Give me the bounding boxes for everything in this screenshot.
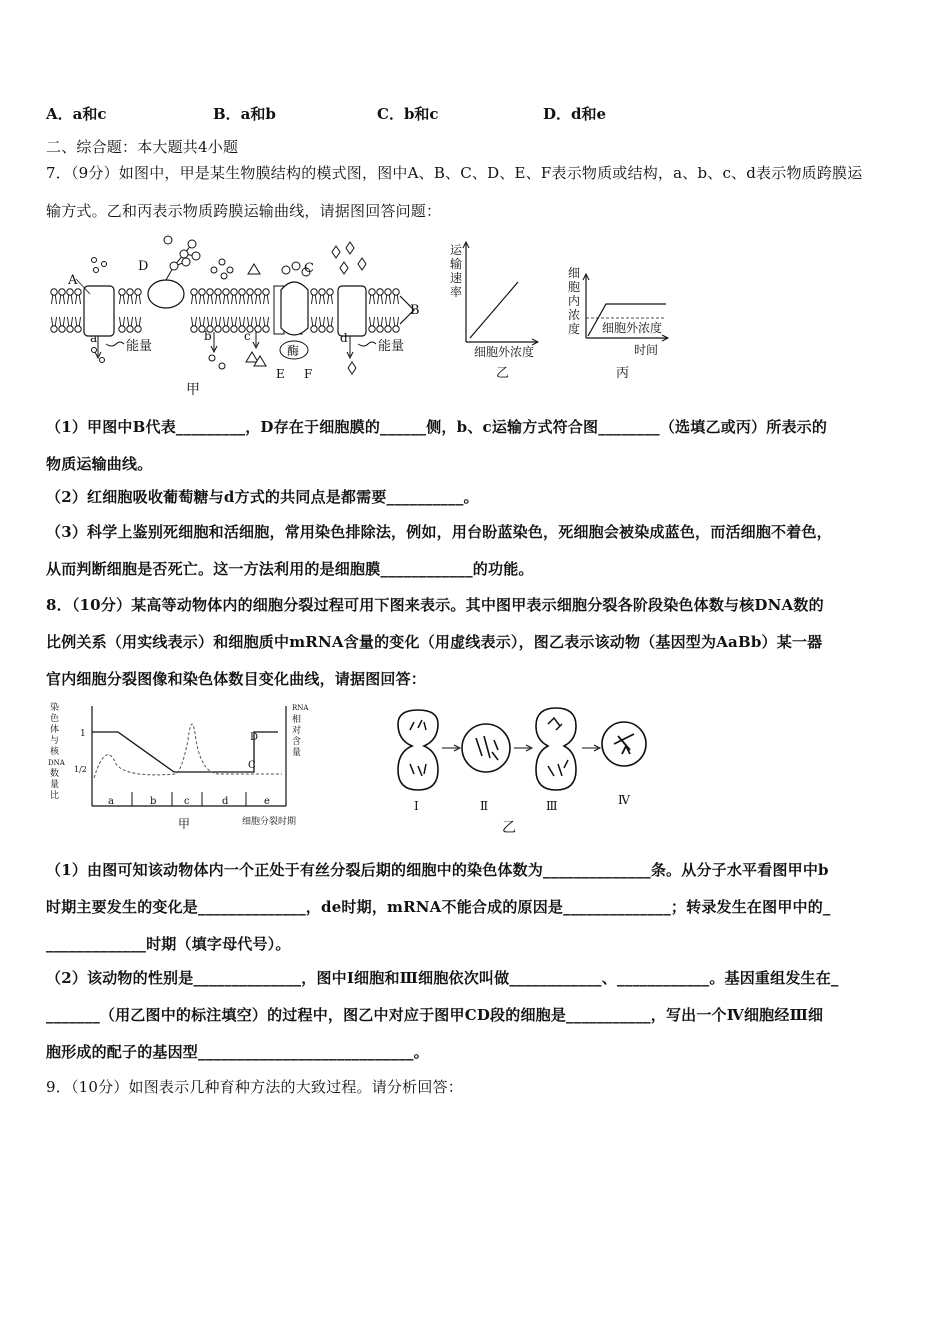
option-d: D．d和e: [543, 105, 607, 123]
svg-text:RNA: RNA: [292, 704, 309, 712]
q7-part2: （2）红细胞吸收葡萄糖与d方式的共同点是都需要__________。: [46, 488, 479, 506]
protein-a-icon: [84, 286, 114, 336]
graph-jia-chromosome-dna: [48, 701, 309, 831]
q8-stem-line3: 官内细胞分裂图像和染色体数目变化曲线，请据图回答：: [46, 670, 427, 688]
svg-text:C: C: [248, 760, 256, 771]
svg-text:染: 染: [50, 703, 60, 713]
svg-text:浓: 浓: [568, 308, 581, 322]
svg-text:酶: 酶: [287, 344, 300, 358]
svg-text:量: 量: [292, 748, 302, 758]
svg-text:内: 内: [568, 294, 581, 308]
q8-part1-line3: _____________时期（填字母代号）。: [46, 935, 291, 953]
q8-stem-line2: 比例关系（用实线表示）和细胞质中mRNA含量的变化（用虚线表示），图乙表示该动物（基因型为AaBb）某一器: [46, 633, 823, 651]
q9-stem: 9．（10分）如图表示几种育种方法的大致过程。请分析回答：: [46, 1078, 463, 1096]
svg-text:比: 比: [50, 791, 60, 801]
caption-bing: 丙: [616, 366, 630, 381]
svg-text:b: b: [150, 796, 157, 807]
svg-text:a: a: [108, 796, 114, 807]
label-B: B: [410, 303, 420, 318]
label-A: A: [68, 273, 78, 288]
svg-text:d: d: [222, 796, 229, 807]
label-D: D: [138, 259, 149, 274]
svg-text:D: D: [250, 732, 259, 743]
svg-text:率: 率: [450, 285, 463, 299]
q8-part2-line2: _______（用乙图中的标注填空）的过程中，图乙中对应于图甲CD段的细胞是___________，写出一个Ⅳ细胞经Ⅲ细: [46, 1006, 824, 1024]
figure-q8: [46, 700, 666, 838]
svg-text:核: 核: [50, 747, 60, 757]
svg-text:Ⅳ: Ⅳ: [618, 793, 630, 807]
svg-text:体: 体: [50, 725, 60, 735]
cell-III-icon: [536, 708, 576, 813]
graph-yi: [450, 242, 538, 381]
svg-text:度: 度: [568, 322, 581, 336]
svg-text:运: 运: [450, 243, 463, 257]
svg-text:能量: 能量: [378, 339, 405, 354]
enzyme-protein-icon: [281, 282, 308, 335]
option-c: C．b和c: [377, 105, 439, 123]
label-C: C: [304, 261, 314, 276]
svg-text:细胞外浓度: 细胞外浓度: [474, 345, 535, 359]
option-a: A．a和c: [46, 105, 107, 123]
svg-text:1/2: 1/2: [74, 765, 87, 774]
svg-text:输: 输: [450, 257, 463, 271]
q8-part1-line2: 时期主要发生的变化是______________，de时期，mRNA不能合成的原因是______________；转录发生在图甲中的_: [46, 898, 831, 916]
protein-d-carrier-icon: [338, 286, 366, 336]
caption-jia-2: 甲: [178, 817, 191, 831]
svg-text:E: E: [276, 367, 285, 381]
svg-text:细: 细: [568, 266, 581, 280]
svg-text:a: a: [90, 331, 98, 345]
q8-part2-line3: 胞形成的配子的基因型____________________________。: [46, 1043, 429, 1061]
svg-text:DNA: DNA: [48, 759, 65, 767]
cell-IV-icon: [602, 722, 646, 807]
option-b: B．a和b: [213, 105, 276, 123]
svg-text:细胞分裂时期: 细胞分裂时期: [242, 817, 297, 827]
svg-text:细胞外浓度: 细胞外浓度: [602, 321, 663, 335]
svg-text:对: 对: [292, 726, 302, 736]
q7-part1-line1: （1）甲图中B代表_________，D存在于细胞膜的______侧，b、c运输方式符合图________（选填乙或丙）所表示的: [46, 418, 828, 436]
svg-text:c: c: [184, 796, 190, 807]
cell-II-icon: [462, 724, 510, 813]
svg-text:能量: 能量: [126, 339, 153, 354]
svg-text:Ⅰ: Ⅰ: [414, 799, 419, 813]
svg-text:量: 量: [50, 780, 60, 790]
q7-part3-line2: 从而判断细胞是否死亡。这一方法利用的是细胞膜____________的功能。: [46, 560, 534, 578]
cell-I-icon: [398, 710, 438, 813]
graph-bing: [568, 266, 668, 381]
svg-text:e: e: [264, 796, 270, 807]
q7-stem-line2: 输方式。乙和丙表示物质跨膜运输曲线，请据图回答问题：: [46, 202, 442, 220]
svg-text:与: 与: [50, 736, 60, 746]
caption-jia: 甲: [186, 382, 200, 398]
section-heading: 二、综合题：本大题共4小题: [46, 138, 239, 156]
svg-text:Ⅱ: Ⅱ: [480, 799, 489, 813]
svg-text:色: 色: [50, 714, 60, 724]
svg-text:F: F: [304, 367, 313, 381]
svg-text:c: c: [244, 329, 251, 343]
q7-part1-line2: 物质运输曲线。: [46, 455, 153, 473]
svg-text:胞: 胞: [568, 280, 581, 294]
q7-stem-line1: 7．（9分）如图中，甲是某生物膜结构的模式图，图中A、B、C、D、E、F表示物质或结构，a、b、c、d表示物质跨膜运: [46, 164, 863, 182]
svg-text:1: 1: [80, 729, 86, 739]
q8-part2-line1: （2）该动物的性别是______________，图中Ⅰ细胞和Ⅲ细胞依次叫做____________、____________。基因重组发生在_: [46, 969, 839, 987]
svg-text:数: 数: [50, 769, 60, 779]
q8-part1-line1: （1）由图可知该动物体内一个正处于有丝分裂后期的细胞中的染色体数为______________条。从分子水平看图甲中b: [46, 861, 829, 879]
q7-part3-line1: （3）科学上鉴别死细胞和活细胞，常用染色排除法，例如，用台盼蓝染色，死细胞会被染成蓝色，而活细胞不着色，: [46, 523, 832, 541]
svg-text:d: d: [340, 331, 348, 345]
svg-text:b: b: [204, 329, 212, 343]
svg-text:速: 速: [450, 271, 463, 285]
svg-text:Ⅲ: Ⅲ: [546, 799, 558, 813]
svg-text:相: 相: [292, 715, 302, 725]
svg-text:含: 含: [292, 737, 302, 747]
q8-stem-line1: 8．（10分）某高等动物体内的细胞分裂过程可用下图来表示。其中图甲表示细胞分裂各阶段染色体数与核DNA数的: [46, 596, 824, 614]
svg-text:时间: 时间: [634, 343, 659, 357]
caption-yi-2: 乙: [502, 820, 516, 836]
figure-q7: [46, 232, 696, 402]
glycoprotein-d-icon: [148, 280, 184, 308]
caption-yi: 乙: [496, 366, 510, 381]
